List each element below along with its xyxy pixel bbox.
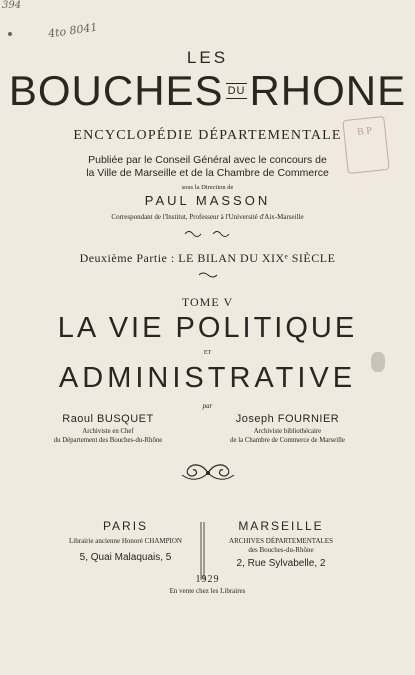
title-rhone: RHONE [249, 67, 407, 114]
author-name: Joseph FOURNIER [235, 413, 340, 425]
publisher-address: 2, Rue Sylvabelle, 2 [236, 558, 326, 569]
publication-line-2: la Ville de Marseille et de la Chambre de Commerce [86, 167, 329, 179]
author-role-1: Archiviste en Chef [82, 428, 134, 435]
ornament-small-icon [0, 268, 415, 283]
director-role: Correspondant de l'Institut, Professeur à l'Université d'Aix-Marseille [111, 213, 304, 221]
author-role-1: Archiviste bibliothécaire [253, 428, 322, 435]
director-name: PAUL MASSON [144, 193, 271, 208]
publisher-name-sub: des Bouches-du-Rhône [248, 546, 314, 554]
author-role-2: du Département des Bouches-du-Rhône [53, 437, 163, 444]
series-title [0, 67, 415, 114]
publisher-city: PARIS [102, 519, 149, 533]
part-label: Deuxième Partie : LE BILAN DU XIXᵉ SIÈCLE [79, 251, 336, 265]
publication-line-1: Publiée par le Conseil Général avec le concours de [88, 154, 327, 166]
vertical-rule-divider [198, 522, 208, 580]
author-fournier [205, 413, 370, 445]
publisher-marseille [220, 519, 342, 569]
ink-dot [8, 32, 12, 36]
conjunction: ET [203, 350, 212, 356]
ornament-divider-icon [0, 228, 415, 243]
sale-note: En vente chez les Libraires [169, 587, 246, 595]
publisher-address: 5, Quai Malaquais, 5 [79, 552, 172, 563]
volume-title-line-2: ADMINISTRATIVE [58, 362, 357, 394]
publication-year: 1929 [195, 574, 220, 585]
pencil-annotation-top: 394 [2, 0, 22, 11]
fleuron-ornament-icon [0, 462, 415, 484]
by-label: par [202, 402, 213, 410]
publication-statement [0, 154, 415, 180]
publisher-name: ARCHIVES DÉPARTEMENTALES [229, 537, 333, 545]
volume-number: TOME V [181, 295, 234, 309]
title-du: DU [227, 85, 246, 97]
volume-title-line-1: LA VIE POLITIQUE [57, 312, 358, 344]
library-stamp: B P [342, 116, 389, 174]
author-name: Raoul BUSQUET [62, 413, 154, 425]
publisher-paris [48, 519, 203, 563]
encyclopedia-subtitle: ENCYCLOPÉDIE DÉPARTEMENTALE [73, 128, 342, 143]
publisher-name: Librairie ancienne Honoré CHAMPION [69, 537, 182, 545]
series-article: LES [186, 48, 229, 67]
handwritten-shelfmark: 4to 8041 [47, 20, 99, 41]
author-busquet [33, 413, 183, 445]
publisher-city: MARSEILLE [238, 519, 324, 533]
direction-label: sous la Direction de [181, 184, 234, 191]
title-bouches: BOUCHES [8, 67, 224, 114]
author-role-2: de la Chambre de Commerce de Marseille [230, 437, 345, 444]
